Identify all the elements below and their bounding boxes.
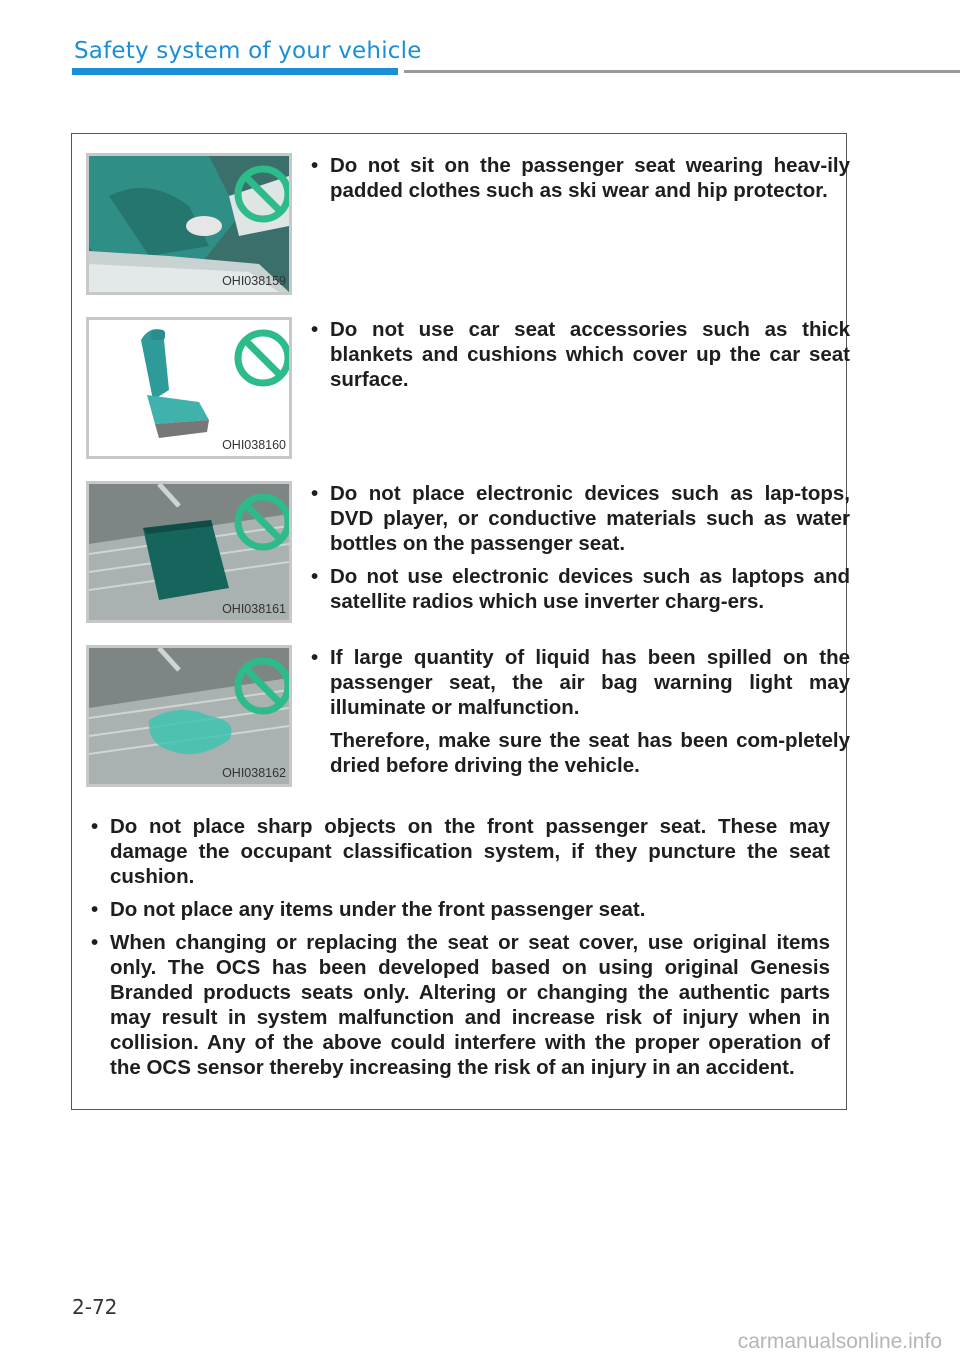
prohibition-icon xyxy=(233,328,292,388)
warning-text xyxy=(306,645,850,778)
illustration-electronic-devices xyxy=(86,481,292,623)
warning-bullet: • Do not use electronic devices such as laptops and satellite radios which use inverter charg-ers. xyxy=(306,564,850,614)
general-bullet: • Do not place any items under the front passenger seat. xyxy=(86,897,830,922)
page-number: 2-72 xyxy=(72,1295,118,1319)
watermark: carmanualsonline.info xyxy=(737,1330,942,1353)
prohibition-icon xyxy=(233,656,292,716)
warning-text xyxy=(306,317,850,400)
image-code: OHI038160 xyxy=(222,438,286,452)
prohibition-icon xyxy=(233,164,292,224)
warning-continuation: Therefore, make sure the seat has been com-pletely dried before driving the vehicle. xyxy=(330,729,850,777)
image-code: OHI038162 xyxy=(222,766,286,780)
warning-box xyxy=(71,133,850,1110)
warning-bullet: • Do not sit on the passenger seat wearing heav-ily padded clothes such as ski wear and hip protector. xyxy=(306,153,850,203)
image-code: OHI038159 xyxy=(222,274,286,288)
illustration-padded-clothes xyxy=(86,153,292,295)
section-title: Safety system of your vehicle xyxy=(74,38,422,64)
general-warnings xyxy=(86,814,830,1088)
illustration-spilled-liquid xyxy=(86,645,292,787)
general-bullet: • Do not place sharp objects on the front passenger seat. These may damage the occupant classification system, if they puncture the seat cushion. xyxy=(86,814,830,889)
illustration-seat-accessories xyxy=(86,317,292,459)
warning-bullet: • Do not use car seat accessories such as thick blankets and cushions which cover up the car seat surface. xyxy=(306,317,850,392)
warning-text xyxy=(306,153,850,211)
warning-text xyxy=(306,481,850,622)
header-rule xyxy=(404,70,960,73)
header-rule-accent xyxy=(72,68,398,75)
prohibition-icon xyxy=(233,492,292,552)
warning-bullet: • Do not place electronic devices such as lap-tops, DVD player, or conductive materials such as water bottles on the passenger seat. xyxy=(306,481,850,556)
image-code: OHI038161 xyxy=(222,602,286,616)
general-bullet: • When changing or replacing the seat or seat cover, use original items only. The OCS has been developed based on using original Genesis Branded products seats only. Altering or changing the authentic parts may result in system malfunction and increase risk of injury when in collision. Any of the above could interfere with the proper operation of the OCS sensor thereby increasing the risk of an injury in an accident. xyxy=(86,930,830,1080)
warning-bullet: • If large quantity of liquid has been spilled on the passenger seat, the air bag warning light may illuminate or malfunction. xyxy=(306,645,850,720)
